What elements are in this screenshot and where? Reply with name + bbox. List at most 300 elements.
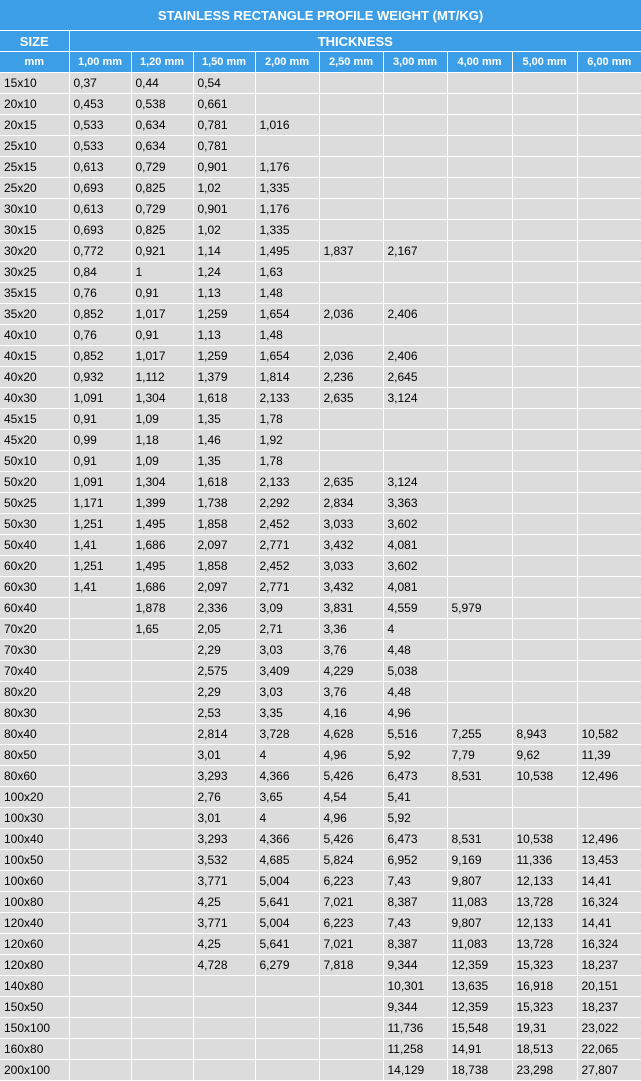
table-row — [0, 703, 641, 724]
size-cell: 80x50 — [0, 745, 69, 766]
weight-cell: 2,336 — [193, 598, 255, 619]
weight-cell: 0,538 — [131, 94, 193, 115]
weight-cell: 1,878 — [131, 598, 193, 619]
weight-cell — [577, 346, 641, 367]
weight-cell: 1,251 — [69, 514, 131, 535]
weight-cell: 7,79 — [447, 745, 512, 766]
weight-cell — [69, 598, 131, 619]
weight-cell: 12,359 — [447, 997, 512, 1018]
weight-cell: 5,92 — [383, 745, 447, 766]
weight-cell — [447, 535, 512, 556]
table-row — [0, 682, 641, 703]
weight-cell: 3,03 — [255, 682, 319, 703]
weight-cell — [512, 493, 577, 514]
weight-cell — [447, 808, 512, 829]
weight-cell — [383, 409, 447, 430]
weight-cell — [131, 955, 193, 976]
weight-cell: 18,237 — [577, 955, 641, 976]
weight-cell — [255, 94, 319, 115]
weight-cell: 14,91 — [447, 1039, 512, 1060]
table-row — [0, 787, 641, 808]
weight-cell: 0,533 — [69, 136, 131, 157]
weight-cell: 3,76 — [319, 640, 383, 661]
weight-cell — [131, 1060, 193, 1081]
size-cell: 70x20 — [0, 619, 69, 640]
weight-cell — [319, 451, 383, 472]
weight-cell — [447, 220, 512, 241]
weight-cell — [131, 997, 193, 1018]
weight-cell: 0,781 — [193, 136, 255, 157]
weight-cell: 4,54 — [319, 787, 383, 808]
weight-cell: 3,728 — [255, 724, 319, 745]
weight-cell: 3,033 — [319, 556, 383, 577]
weight-cell: 5,41 — [383, 787, 447, 808]
weight-cell — [69, 724, 131, 745]
weight-cell — [131, 850, 193, 871]
weight-cell — [131, 787, 193, 808]
weight-cell — [512, 787, 577, 808]
weight-cell — [512, 199, 577, 220]
thickness-column-header: 1,00 mm — [69, 52, 131, 73]
size-cell: 120x60 — [0, 934, 69, 955]
table-row — [0, 472, 641, 493]
weight-cell: 0,54 — [193, 73, 255, 94]
weight-cell — [512, 241, 577, 262]
weight-cell: 2,406 — [383, 304, 447, 325]
weight-cell — [447, 577, 512, 598]
size-cell: 25x15 — [0, 157, 69, 178]
weight-cell — [577, 178, 641, 199]
size-cell: 30x10 — [0, 199, 69, 220]
weight-cell — [577, 325, 641, 346]
weight-cell — [447, 514, 512, 535]
weight-cell: 9,807 — [447, 871, 512, 892]
weight-cell — [512, 73, 577, 94]
weight-cell — [512, 619, 577, 640]
table-row — [0, 409, 641, 430]
weight-cell — [577, 430, 641, 451]
size-cell: 120x40 — [0, 913, 69, 934]
weight-cell: 19,31 — [512, 1018, 577, 1039]
weight-cell: 1,858 — [193, 514, 255, 535]
table-row — [0, 955, 641, 976]
weight-cell: 3,363 — [383, 493, 447, 514]
weight-cell — [131, 976, 193, 997]
weight-cell — [69, 682, 131, 703]
weight-cell: 5,038 — [383, 661, 447, 682]
weight-cell: 0,37 — [69, 73, 131, 94]
weight-cell — [577, 493, 641, 514]
weight-cell: 3,76 — [319, 682, 383, 703]
weight-cell — [512, 640, 577, 661]
weight-cell: 8,387 — [383, 934, 447, 955]
weight-cell — [577, 220, 641, 241]
size-cell: 70x30 — [0, 640, 69, 661]
weight-cell — [577, 535, 641, 556]
weight-cell: 0,661 — [193, 94, 255, 115]
weight-cell: 22,065 — [577, 1039, 641, 1060]
weight-cell: 2,097 — [193, 535, 255, 556]
weight-cell: 1,259 — [193, 304, 255, 325]
weight-cell — [319, 1018, 383, 1039]
weight-cell — [69, 850, 131, 871]
weight-cell: 1,259 — [193, 346, 255, 367]
weight-cell — [255, 73, 319, 94]
thickness-column-header: 6,00 mm — [577, 52, 641, 73]
weight-cell — [69, 661, 131, 682]
weight-cell — [447, 409, 512, 430]
weight-cell: 8,943 — [512, 724, 577, 745]
weight-cell — [512, 94, 577, 115]
thickness-column-header: 3,00 mm — [383, 52, 447, 73]
table-row — [0, 913, 641, 934]
size-cell: 80x60 — [0, 766, 69, 787]
weight-cell: 13,728 — [512, 892, 577, 913]
weight-cell: 1,618 — [193, 472, 255, 493]
weight-cell: 4,366 — [255, 829, 319, 850]
size-cell: 100x20 — [0, 787, 69, 808]
weight-cell — [69, 766, 131, 787]
size-cell: 80x30 — [0, 703, 69, 724]
weight-cell — [193, 997, 255, 1018]
weight-cell: 1,495 — [255, 241, 319, 262]
weight-cell: 2,771 — [255, 535, 319, 556]
weight-cell: 1,63 — [255, 262, 319, 283]
weight-cell: 2,645 — [383, 367, 447, 388]
weight-cell — [512, 430, 577, 451]
weight-cell: 3,09 — [255, 598, 319, 619]
weight-cell: 0,91 — [69, 409, 131, 430]
weight-cell: 10,538 — [512, 829, 577, 850]
weight-cell — [447, 430, 512, 451]
weight-cell — [383, 115, 447, 136]
weight-cell — [512, 367, 577, 388]
weight-cell: 2,575 — [193, 661, 255, 682]
table-row — [0, 745, 641, 766]
weight-cell: 4,16 — [319, 703, 383, 724]
weight-cell: 2,036 — [319, 346, 383, 367]
weight-cell — [512, 325, 577, 346]
weight-cell: 10,582 — [577, 724, 641, 745]
weight-cell: 1,379 — [193, 367, 255, 388]
table-row — [0, 871, 641, 892]
weight-cell — [577, 388, 641, 409]
size-cell: 140x80 — [0, 976, 69, 997]
weight-cell: 1,017 — [131, 304, 193, 325]
weight-cell: 3,36 — [319, 619, 383, 640]
weight-cell: 1,24 — [193, 262, 255, 283]
weight-cell: 12,359 — [447, 955, 512, 976]
weight-cell — [577, 73, 641, 94]
weight-cell: 0,781 — [193, 115, 255, 136]
weight-cell — [383, 73, 447, 94]
thickness-column-header: 5,00 mm — [512, 52, 577, 73]
table-row — [0, 199, 641, 220]
weight-cell — [447, 787, 512, 808]
table-row — [0, 430, 641, 451]
weight-cell — [512, 409, 577, 430]
weight-cell — [512, 115, 577, 136]
table-row — [0, 619, 641, 640]
weight-cell: 3,293 — [193, 829, 255, 850]
weight-cell — [69, 808, 131, 829]
weight-cell: 5,824 — [319, 850, 383, 871]
size-cell: 30x20 — [0, 241, 69, 262]
weight-cell: 3,831 — [319, 598, 383, 619]
weight-cell — [131, 934, 193, 955]
weight-cell: 8,531 — [447, 829, 512, 850]
weight-cell — [577, 472, 641, 493]
weight-cell — [131, 724, 193, 745]
weight-cell: 4,25 — [193, 892, 255, 913]
weight-cell — [255, 1039, 319, 1060]
weight-cell — [319, 325, 383, 346]
table-row — [0, 892, 641, 913]
weight-cell: 3,65 — [255, 787, 319, 808]
weight-cell: 0,825 — [131, 220, 193, 241]
weight-cell — [131, 808, 193, 829]
weight-cell: 1,112 — [131, 367, 193, 388]
weight-cell — [383, 157, 447, 178]
weight-cell — [131, 745, 193, 766]
weight-cell: 5,004 — [255, 871, 319, 892]
weight-cell — [577, 367, 641, 388]
weight-cell: 4,628 — [319, 724, 383, 745]
weight-cell: 6,473 — [383, 829, 447, 850]
weight-cell — [577, 682, 641, 703]
weight-cell: 1,304 — [131, 388, 193, 409]
weight-cell — [69, 640, 131, 661]
size-cell: 45x15 — [0, 409, 69, 430]
size-cell: 50x25 — [0, 493, 69, 514]
weight-cell: 0,729 — [131, 157, 193, 178]
weight-cell: 3,033 — [319, 514, 383, 535]
table-row — [0, 136, 641, 157]
weight-cell: 9,344 — [383, 997, 447, 1018]
weight-cell — [447, 94, 512, 115]
weight-cell — [131, 661, 193, 682]
weight-cell: 0,44 — [131, 73, 193, 94]
weight-cell: 10,538 — [512, 766, 577, 787]
weight-cell — [255, 1060, 319, 1081]
weight-cell — [577, 283, 641, 304]
weight-cell — [512, 556, 577, 577]
weight-cell: 1,92 — [255, 430, 319, 451]
weight-cell — [193, 1060, 255, 1081]
weight-cell: 1,176 — [255, 157, 319, 178]
size-cell: 100x80 — [0, 892, 69, 913]
weight-cell: 2,133 — [255, 472, 319, 493]
weight-cell — [319, 976, 383, 997]
weight-cell — [319, 136, 383, 157]
weight-cell: 18,738 — [447, 1060, 512, 1081]
weight-cell — [577, 661, 641, 682]
weight-cell: 1,304 — [131, 472, 193, 493]
size-cell: 150x100 — [0, 1018, 69, 1039]
thickness-header: THICKNESS — [69, 31, 641, 52]
weight-cell: 7,43 — [383, 871, 447, 892]
weight-cell: 14,129 — [383, 1060, 447, 1081]
table-row — [0, 493, 641, 514]
weight-cell: 2,292 — [255, 493, 319, 514]
weight-cell: 1,618 — [193, 388, 255, 409]
weight-cell — [577, 136, 641, 157]
weight-cell — [319, 220, 383, 241]
weight-cell: 8,387 — [383, 892, 447, 913]
weight-cell: 2,71 — [255, 619, 319, 640]
weight-cell: 3,602 — [383, 556, 447, 577]
weight-cell: 3,771 — [193, 871, 255, 892]
weight-cell: 4,081 — [383, 577, 447, 598]
size-cell: 50x40 — [0, 535, 69, 556]
weight-cell: 3,124 — [383, 472, 447, 493]
table-row — [0, 346, 641, 367]
weight-cell — [512, 703, 577, 724]
table-row — [0, 367, 641, 388]
weight-cell: 5,979 — [447, 598, 512, 619]
weight-cell — [447, 661, 512, 682]
weight-cell — [447, 304, 512, 325]
weight-cell: 18,237 — [577, 997, 641, 1018]
size-cell: 40x30 — [0, 388, 69, 409]
weight-cell: 1,09 — [131, 451, 193, 472]
weight-cell — [131, 892, 193, 913]
weight-cell: 2,036 — [319, 304, 383, 325]
weight-cell: 0,693 — [69, 178, 131, 199]
weight-cell: 0,729 — [131, 199, 193, 220]
weight-cell: 1,091 — [69, 388, 131, 409]
table-row — [0, 514, 641, 535]
size-unit-header: mm — [0, 52, 69, 73]
weight-cell — [512, 304, 577, 325]
weight-cell — [69, 1018, 131, 1039]
weight-cell: 7,021 — [319, 934, 383, 955]
weight-cell — [447, 73, 512, 94]
table-row — [0, 766, 641, 787]
weight-cell — [577, 451, 641, 472]
weight-cell — [447, 283, 512, 304]
weight-cell: 0,852 — [69, 346, 131, 367]
weight-cell: 3,771 — [193, 913, 255, 934]
weight-cell: 0,91 — [69, 451, 131, 472]
weight-cell: 3,01 — [193, 808, 255, 829]
weight-cell — [319, 1039, 383, 1060]
weight-cell: 4,96 — [319, 808, 383, 829]
weight-cell: 23,022 — [577, 1018, 641, 1039]
weight-cell — [69, 619, 131, 640]
weight-cell — [193, 1039, 255, 1060]
weight-cell: 2,406 — [383, 346, 447, 367]
weight-cell — [319, 262, 383, 283]
weight-cell: 0,76 — [69, 283, 131, 304]
weight-cell: 0,932 — [69, 367, 131, 388]
table-row — [0, 115, 641, 136]
weight-cell: 3,124 — [383, 388, 447, 409]
weight-cell — [577, 115, 641, 136]
weight-cell — [447, 388, 512, 409]
weight-cell — [447, 640, 512, 661]
table-row — [0, 976, 641, 997]
weight-cell: 27,807 — [577, 1060, 641, 1081]
size-cell: 40x10 — [0, 325, 69, 346]
table-body — [0, 73, 641, 1081]
weight-cell: 2,635 — [319, 472, 383, 493]
weight-cell — [447, 493, 512, 514]
weight-cell: 1,78 — [255, 409, 319, 430]
weight-cell: 6,279 — [255, 955, 319, 976]
weight-cell: 2,452 — [255, 556, 319, 577]
weight-cell — [512, 220, 577, 241]
weight-cell: 11,736 — [383, 1018, 447, 1039]
weight-cell — [383, 94, 447, 115]
weight-cell: 0,921 — [131, 241, 193, 262]
table-row — [0, 535, 641, 556]
size-cell: 50x10 — [0, 451, 69, 472]
weight-cell — [69, 997, 131, 1018]
weight-cell: 9,807 — [447, 913, 512, 934]
size-cell: 50x30 — [0, 514, 69, 535]
weight-cell: 11,083 — [447, 892, 512, 913]
weight-cell: 3,409 — [255, 661, 319, 682]
size-cell: 25x10 — [0, 136, 69, 157]
weight-cell: 0,634 — [131, 136, 193, 157]
weight-cell: 0,772 — [69, 241, 131, 262]
weight-cell: 4,728 — [193, 955, 255, 976]
weight-cell: 16,918 — [512, 976, 577, 997]
weight-cell — [131, 1018, 193, 1039]
weight-cell — [193, 1018, 255, 1039]
weight-cell: 5,516 — [383, 724, 447, 745]
weight-cell: 3,602 — [383, 514, 447, 535]
weight-cell: 1,495 — [131, 514, 193, 535]
weight-cell — [69, 829, 131, 850]
weight-cell — [512, 262, 577, 283]
weight-cell: 15,323 — [512, 997, 577, 1018]
weight-cell: 7,43 — [383, 913, 447, 934]
weight-cell: 5,426 — [319, 766, 383, 787]
table-row — [0, 73, 641, 94]
size-cell: 25x20 — [0, 178, 69, 199]
weight-cell: 4 — [255, 745, 319, 766]
weight-cell — [319, 199, 383, 220]
weight-cell — [577, 577, 641, 598]
size-cell: 100x60 — [0, 871, 69, 892]
weight-cell: 1,335 — [255, 178, 319, 199]
weight-cell: 4,559 — [383, 598, 447, 619]
weight-cell — [383, 451, 447, 472]
weight-cell — [512, 598, 577, 619]
table-row — [0, 157, 641, 178]
weight-cell: 1,46 — [193, 430, 255, 451]
weight-cell: 5,641 — [255, 934, 319, 955]
size-cell: 60x20 — [0, 556, 69, 577]
table-row — [0, 661, 641, 682]
weight-cell: 2,29 — [193, 640, 255, 661]
weight-cell — [319, 1060, 383, 1081]
weight-cell: 1,02 — [193, 220, 255, 241]
weight-cell: 5,92 — [383, 808, 447, 829]
weight-cell — [69, 955, 131, 976]
weight-cell: 3,432 — [319, 577, 383, 598]
size-cell: 150x50 — [0, 997, 69, 1018]
weight-cell — [383, 136, 447, 157]
weight-cell — [577, 703, 641, 724]
size-cell: 70x40 — [0, 661, 69, 682]
weight-cell — [319, 178, 383, 199]
table-row — [0, 598, 641, 619]
weight-cell: 4 — [383, 619, 447, 640]
weight-cell: 2,635 — [319, 388, 383, 409]
